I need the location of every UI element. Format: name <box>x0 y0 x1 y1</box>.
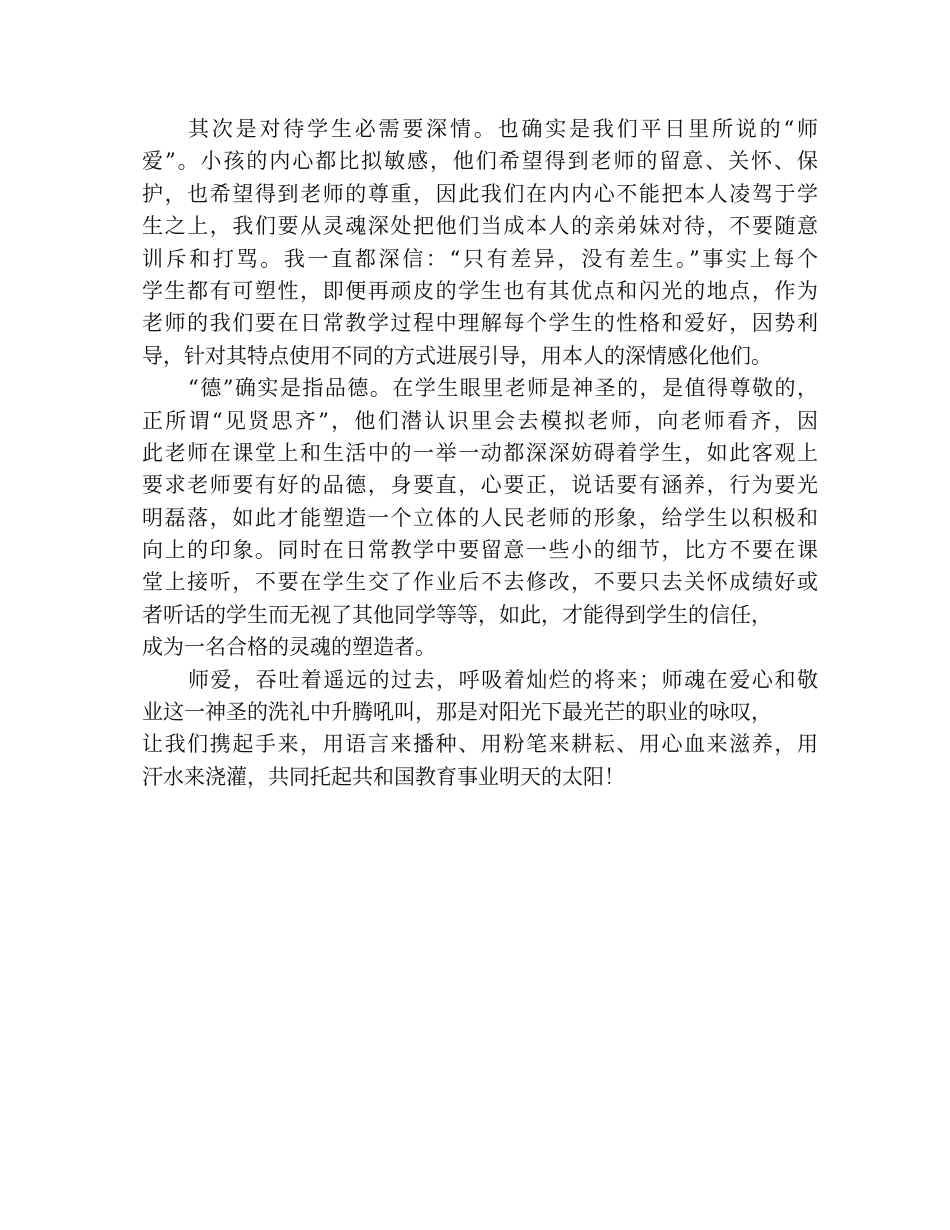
text-line: 要求老师要有好的品德，身要直，心要正，说话要有涵养，行为要光 <box>142 473 818 498</box>
text-line: 正所谓“见贤思齐”，他们潜认识里会去模拟老师，向老师看齐，因 <box>142 408 818 433</box>
text-line: 其次是对待学生必需要深情。也确实是我们平日里所说的“师 <box>188 117 818 141</box>
text-line: 护，也希望得到老师的尊重，因此我们在内内心不能把本人凌驾于学 <box>142 181 818 206</box>
text-line: 成为一名合格的灵魂的塑造者。 <box>142 635 436 660</box>
text-line: 让我们携起手来，用语言来播种、用粉笔来耕耘、用心血来滋养，用 <box>142 732 818 757</box>
text-line: 明磊落，如此才能塑造一个立体的人民老师的形象，给学生以积极和 <box>142 505 818 530</box>
document-body <box>142 113 818 793</box>
text-line: 师爱，吞吐着遥远的过去，呼吸着灿烂的将来；师魂在爱心和敬 <box>188 667 818 692</box>
text-line: 生之上，我们要从灵魂深处把他们当成本人的亲弟妹对待，不要随意 <box>142 214 818 239</box>
paragraph-conclusion <box>142 664 818 794</box>
text-line: 者听话的学生而无视了其他同学等等，如此，才能得到学生的信任， <box>142 602 772 627</box>
text-line: 学生都有可塑性，即便再顽皮的学生也有其优点和闪光的地点，作为 <box>142 278 818 303</box>
text-line: 训斥和打骂。我一直都深信：“只有差异，没有差生。”事实上每个 <box>142 246 818 271</box>
text-line: 此老师在课堂上和生活中的一举一动都深深妨碍着学生，如此客观上 <box>142 440 818 465</box>
text-line: 业这一神圣的洗礼中升腾吼叫，那是对阳光下最光芒的职业的咏叹， <box>142 700 772 725</box>
text-line: 汗水来浇灌，共同托起共和国教育事业明天的太阳！ <box>142 764 625 789</box>
text-line: “德”确实是指品德。在学生眼里老师是神圣的，是值得尊敬的， <box>188 376 818 401</box>
text-line: 堂上接听，不要在学生交了作业后不去修改，不要只去关怀成绩好或 <box>142 570 818 595</box>
text-line: 老师的我们要在日常教学过程中理解每个学生的性格和爱好，因势利 <box>142 311 818 336</box>
text-line: 导，针对其特点使用不同的方式进展引导，用本人的深情感化他们。 <box>142 343 772 368</box>
paragraph-virtue <box>142 372 818 664</box>
text-line: 向上的印象。同时在日常教学中要留意一些小的细节，比方不要在课 <box>142 538 818 563</box>
text-line: 爱”。小孩的内心都比拟敏感，他们希望得到老师的留意、关怀、保 <box>142 149 818 174</box>
paragraph-teacher-affection <box>142 113 818 372</box>
